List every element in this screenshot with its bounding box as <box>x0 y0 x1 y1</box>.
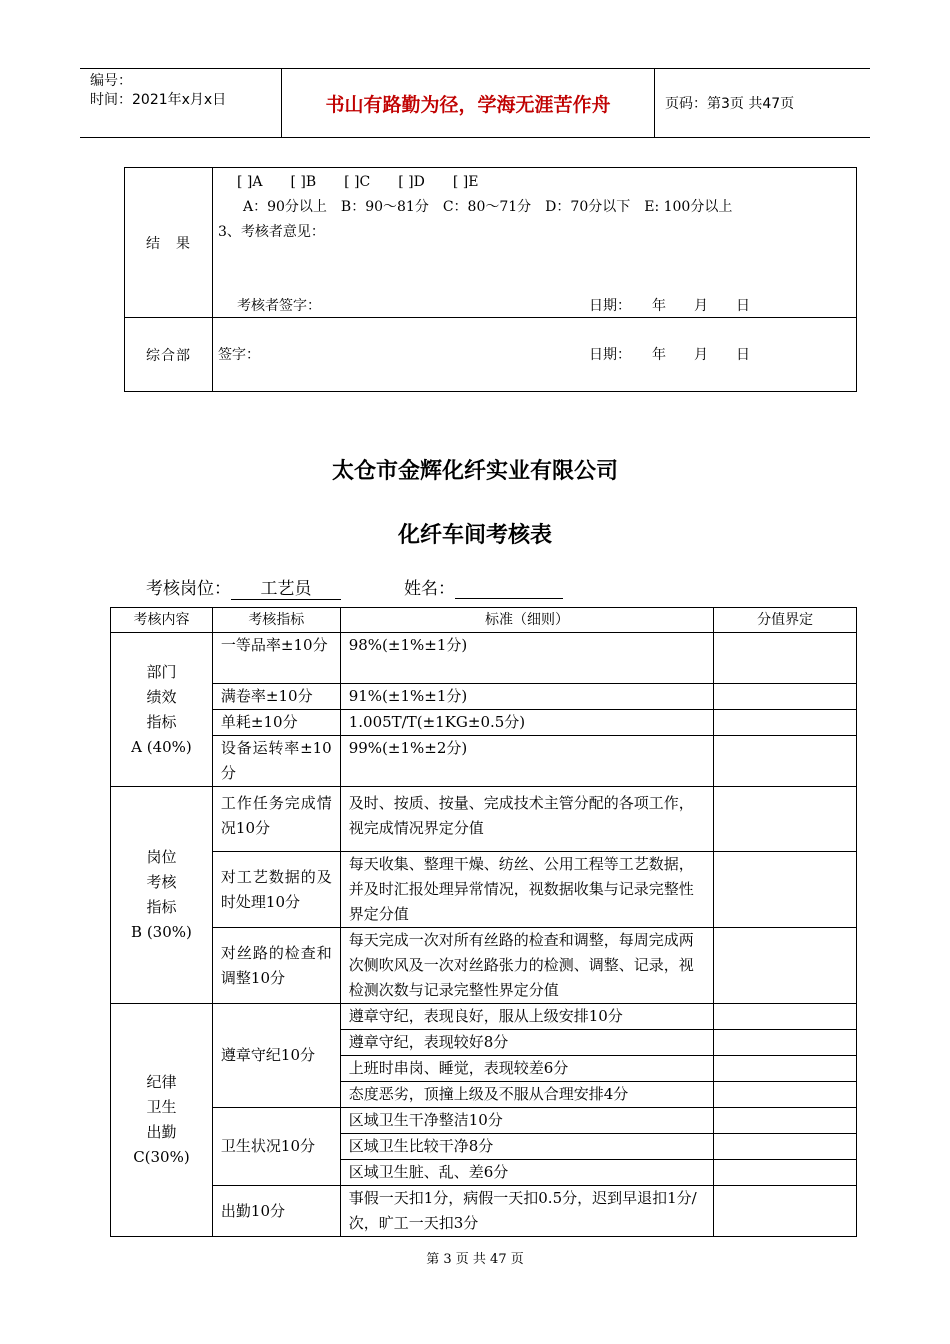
table-row <box>111 736 857 787</box>
standard-cell: 99%(±1%±2分) <box>340 736 714 787</box>
score-cell[interactable] <box>714 1056 857 1082</box>
table-row <box>111 852 857 928</box>
indicator-cell: 遵章守纪10分 <box>212 1004 340 1108</box>
form-title: 化纤车间考核表 <box>397 523 552 548</box>
standard-cell: 上班时串岗、睡觉，表现较差6分 <box>340 1056 714 1082</box>
category-line: 出勤 <box>146 1123 177 1141</box>
table-row <box>111 1004 857 1030</box>
col-header-score: 分值界定 <box>714 608 857 633</box>
indicator-text: 一等品率±10分 <box>220 636 328 654</box>
grade-options[interactable]: [ ]A [ ]B [ ]C [ ]D [ ]E <box>237 174 479 190</box>
standard-cell: 区域卫生比较干净8分 <box>340 1134 714 1160</box>
dept-date-label: 日期： 年 月 日 <box>589 347 750 363</box>
dept-label: 综合部 <box>125 318 213 392</box>
header-page-info: 页码：第3页 共47页 <box>665 96 795 112</box>
table-row <box>111 633 857 684</box>
category-line: 指标 <box>146 898 177 916</box>
score-cell[interactable] <box>714 710 857 736</box>
review-date-label: 日期： 年 月 日 <box>589 298 750 314</box>
dept-sign-cell <box>213 318 857 392</box>
result-label: 结 果 <box>125 168 213 318</box>
standard-cell: 遵章守纪，表现较好8分 <box>340 1030 714 1056</box>
time-label: 时间：2021年x月x日 <box>90 92 227 108</box>
indicator-cell: 满卷率±10分 <box>212 684 340 710</box>
category-line: 卫生 <box>146 1098 177 1116</box>
number-label: 编号： <box>90 73 132 89</box>
score-cell[interactable] <box>714 928 857 1004</box>
table-row <box>111 1186 857 1237</box>
assessment-table <box>110 607 857 1237</box>
table-row <box>111 928 857 1004</box>
company-name: 太仓市金辉化纤实业有限公司 <box>331 459 618 484</box>
score-cell[interactable] <box>714 1134 857 1160</box>
section-a-category <box>111 633 213 787</box>
opinion-label: 3、考核者意见： <box>218 224 325 240</box>
name-label: 姓名： <box>404 579 455 599</box>
category-line: 岗位 <box>146 848 177 866</box>
indicator-text: 设备运转率±10分 <box>220 739 332 782</box>
indicator-text: 对丝路的检查和调整10分 <box>220 943 332 987</box>
score-cell[interactable] <box>714 1186 857 1237</box>
score-cell[interactable] <box>714 633 857 684</box>
name-value[interactable] <box>455 578 563 599</box>
category-line: 纪律 <box>146 1073 177 1091</box>
score-cell[interactable] <box>714 1160 857 1186</box>
indicator-cell: 单耗±10分 <box>212 710 340 736</box>
score-cell[interactable] <box>714 684 857 710</box>
indicator-text: 工作任务完成情况10分 <box>220 794 332 837</box>
standard-cell: 每天收集、整理干燥、纺丝、公用工程等工艺数据，并及时汇报处理异常情况，视数据收集与记录完整性界定分值 <box>340 852 714 928</box>
score-cell[interactable] <box>714 1004 857 1030</box>
result-cell <box>213 168 857 318</box>
category-line: C(30%) <box>133 1148 190 1166</box>
table-row <box>111 684 857 710</box>
indicator-text: 对工艺数据的及时处理10分 <box>220 867 332 911</box>
standard-cell: 及时、按质、按量、完成技术主管分配的各项工作，视完成情况界定分值 <box>340 787 714 852</box>
standard-cell: 98%(±1%±1分) <box>340 633 714 684</box>
section-c-category <box>111 1004 213 1237</box>
position-value[interactable]: 工艺员 <box>231 574 341 600</box>
score-cell[interactable] <box>714 1082 857 1108</box>
score-cell[interactable] <box>714 1108 857 1134</box>
indicator-cell <box>212 928 340 1004</box>
category-line: B (30%) <box>131 923 192 941</box>
reviewer-sign-label: 考核者签字： <box>237 298 321 314</box>
position-label: 考核岗位： <box>146 579 231 599</box>
standard-cell: 区域卫生干净整洁10分 <box>340 1108 714 1134</box>
name-row <box>404 574 563 599</box>
standard-cell: 91%(±1%±1分) <box>340 684 714 710</box>
category-line: 考核 <box>146 873 177 891</box>
score-cell[interactable] <box>714 852 857 928</box>
category-line: 绩效 <box>146 687 177 706</box>
indicator-cell <box>212 633 340 684</box>
indicator-cell <box>212 852 340 928</box>
score-cell[interactable] <box>714 736 857 787</box>
table-row <box>111 710 857 736</box>
page-footer: 第 3 页 共 47 页 <box>426 1252 524 1267</box>
grade-criteria: A：90分以上 B：90～81分 C：80～71分 D：70分以下 E: 100分以上 <box>243 199 733 215</box>
table-header-row <box>111 608 857 633</box>
standard-cell: 区域卫生脏、乱、差6分 <box>340 1160 714 1186</box>
table-row <box>111 787 857 852</box>
standard-cell: 态度恶劣，顶撞上级及不服从合理安排4分 <box>340 1082 714 1108</box>
table-row <box>111 1108 857 1134</box>
standard-cell: 遵章守纪，表现良好，服从上级安排10分 <box>340 1004 714 1030</box>
page-header <box>80 68 870 138</box>
review-table <box>124 167 857 392</box>
dept-sign-label: 签字： <box>218 347 260 363</box>
standard-cell: 事假一天扣1分，病假一天扣0.5分，迟到早退扣1分/次，旷工一天扣3分 <box>340 1186 714 1237</box>
col-header-indicator: 考核指标 <box>212 608 340 633</box>
indicator-cell <box>212 787 340 852</box>
indicator-cell <box>212 736 340 787</box>
category-line: 部门 <box>146 662 177 681</box>
indicator-cell: 卫生状况10分 <box>212 1108 340 1186</box>
col-header-content: 考核内容 <box>111 608 213 633</box>
score-cell[interactable] <box>714 787 857 852</box>
section-b-category <box>111 787 213 1004</box>
standard-cell: 每天完成一次对所有丝路的检查和调整，每周完成两次侧吹风及一次对丝路张力的检测、调整、记录，视检测次数与记录完整性界定分值 <box>340 928 714 1004</box>
standard-cell: 1.005T/T(±1KG±0.5分) <box>340 710 714 736</box>
category-line: 指标 <box>146 712 177 731</box>
header-motto: 书山有路勤为径，学海无涯苦作舟 <box>282 69 655 137</box>
score-cell[interactable] <box>714 1030 857 1056</box>
header-meta <box>80 69 282 137</box>
category-line: A (40%) <box>131 737 192 756</box>
col-header-standard: 标准（细则） <box>340 608 714 633</box>
indicator-cell: 出勤10分 <box>212 1186 340 1237</box>
position-row <box>146 574 341 600</box>
